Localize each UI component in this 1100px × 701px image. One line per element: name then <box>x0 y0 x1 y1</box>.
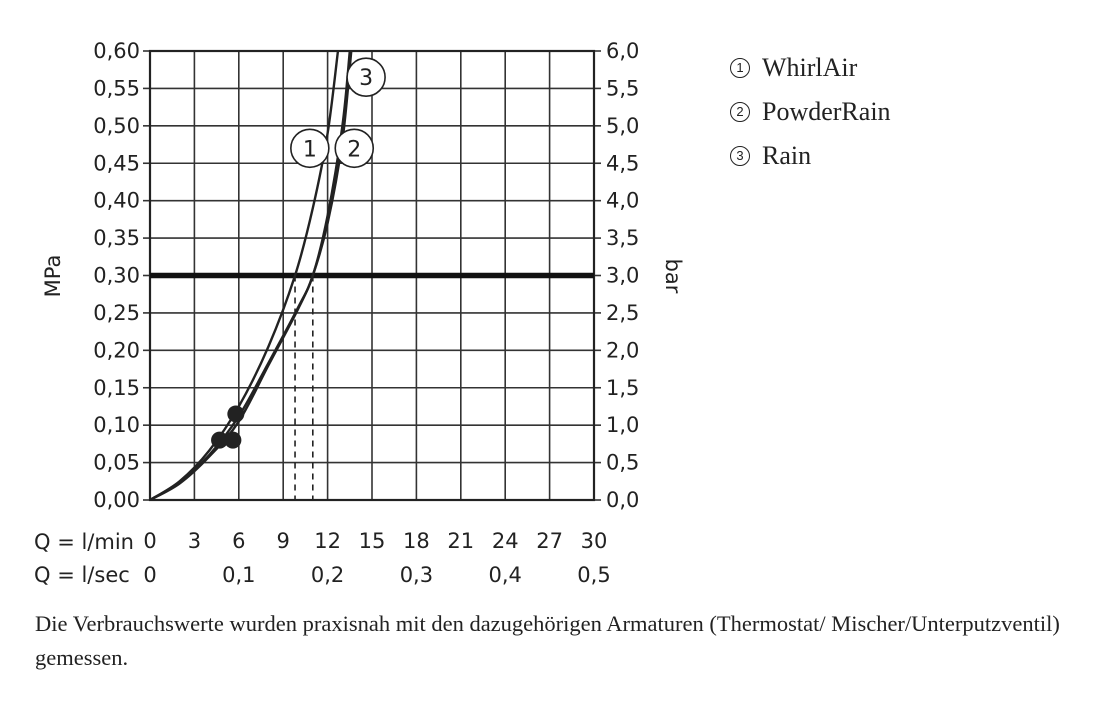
y-tick-label-right: 3,0 <box>606 263 640 288</box>
curve-label-text: 2 <box>347 137 362 163</box>
y-tick-label-left: 0,55 <box>93 76 140 101</box>
legend-label: PowderRain <box>762 97 891 126</box>
y-tick-label-left: 0,50 <box>93 113 140 138</box>
x-tick-label-lmin: 30 <box>580 529 608 553</box>
y-tick-label-right: 2,0 <box>606 338 640 363</box>
curve-label <box>291 129 329 167</box>
legend-marker: 1 <box>730 58 750 78</box>
y-tick-label-right: 5,0 <box>606 113 640 138</box>
curve-label-text: 3 <box>359 66 374 92</box>
legend-label: WhirlAir <box>762 53 858 82</box>
x-tick-label-lsec: 0 <box>143 563 157 587</box>
x-tick-label-lmin: 3 <box>187 529 202 553</box>
y-tick-label-right: 5,5 <box>606 76 640 101</box>
y-tick-label-right: 2,5 <box>606 300 640 325</box>
y-tick-label-left: 0,20 <box>93 338 140 363</box>
y-tick-label-right: 4,0 <box>606 188 640 213</box>
x-tick-label-lsec: 0,2 <box>310 563 345 587</box>
curve-label <box>347 58 385 96</box>
y-tick-label-left: 0,05 <box>93 450 140 475</box>
x-tick-label-lmin: 15 <box>358 529 386 553</box>
x-tick-label-lmin: 27 <box>536 529 563 553</box>
data-point <box>224 432 241 449</box>
chart-caption: Die Verbrauchswerte wurden praxisnah mit den dazugehörigen Armaturen (Thermostat/ Mischer/Unterputzventil) gemessen. <box>35 611 1060 670</box>
legend-label: Rain <box>762 141 812 170</box>
y-tick-label-left: 0,10 <box>93 413 140 438</box>
legend-item-rain <box>730 134 891 178</box>
y-tick-label-left: 0,25 <box>93 300 140 325</box>
y-tick-label-right: 4,5 <box>606 151 640 176</box>
y-tick-label-right: 0,0 <box>606 488 640 512</box>
curve-label <box>335 129 373 167</box>
x-tick-label-lsec: 0,3 <box>399 563 434 587</box>
y-tick-label-left: 0,45 <box>93 151 140 176</box>
legend-marker: 2 <box>730 102 750 122</box>
x-tick-label-lmin: 9 <box>276 529 290 553</box>
x-axis-primary-label: Q = l/min <box>34 530 134 554</box>
x-tick-label-lmin: 12 <box>314 529 341 553</box>
legend <box>730 46 891 178</box>
x-tick-label-lsec: 0,4 <box>488 563 522 587</box>
y-tick-label-left: 0,40 <box>93 188 140 213</box>
legend-marker: 3 <box>730 146 750 166</box>
x-tick-label-lmin: 21 <box>447 529 475 553</box>
y-axis-right-label: bar <box>661 258 685 294</box>
data-point <box>227 405 244 422</box>
x-tick-label-lmin: 24 <box>491 529 519 553</box>
y-tick-label-left: 0,00 <box>93 488 140 512</box>
legend-item-whirlair <box>730 46 891 90</box>
y-tick-label-left: 0,15 <box>93 375 140 400</box>
y-tick-label-left: 0,60 <box>93 39 140 63</box>
y-tick-label-left: 0,30 <box>93 263 140 288</box>
y-tick-label-right: 3,5 <box>606 226 640 251</box>
y-tick-label-right: 1,0 <box>606 413 640 438</box>
legend-item-powderrain <box>730 90 891 134</box>
x-tick-label-lmin: 18 <box>403 529 430 553</box>
x-axis-secondary-label: Q = l/sec <box>34 563 130 587</box>
x-tick-label-lmin: 6 <box>232 529 246 553</box>
y-tick-label-left: 0,35 <box>93 226 140 251</box>
y-tick-label-right: 0,5 <box>606 450 640 475</box>
curve-label-text: 1 <box>302 137 317 163</box>
x-tick-label-lmin: 0 <box>143 529 157 553</box>
y-tick-label-right: 1,5 <box>606 375 640 400</box>
x-tick-label-lsec: 0,1 <box>222 563 256 587</box>
x-tick-label-lsec: 0,5 <box>577 563 611 587</box>
y-tick-label-right: 6,0 <box>606 39 640 63</box>
y-axis-left-label: MPa <box>41 254 65 298</box>
